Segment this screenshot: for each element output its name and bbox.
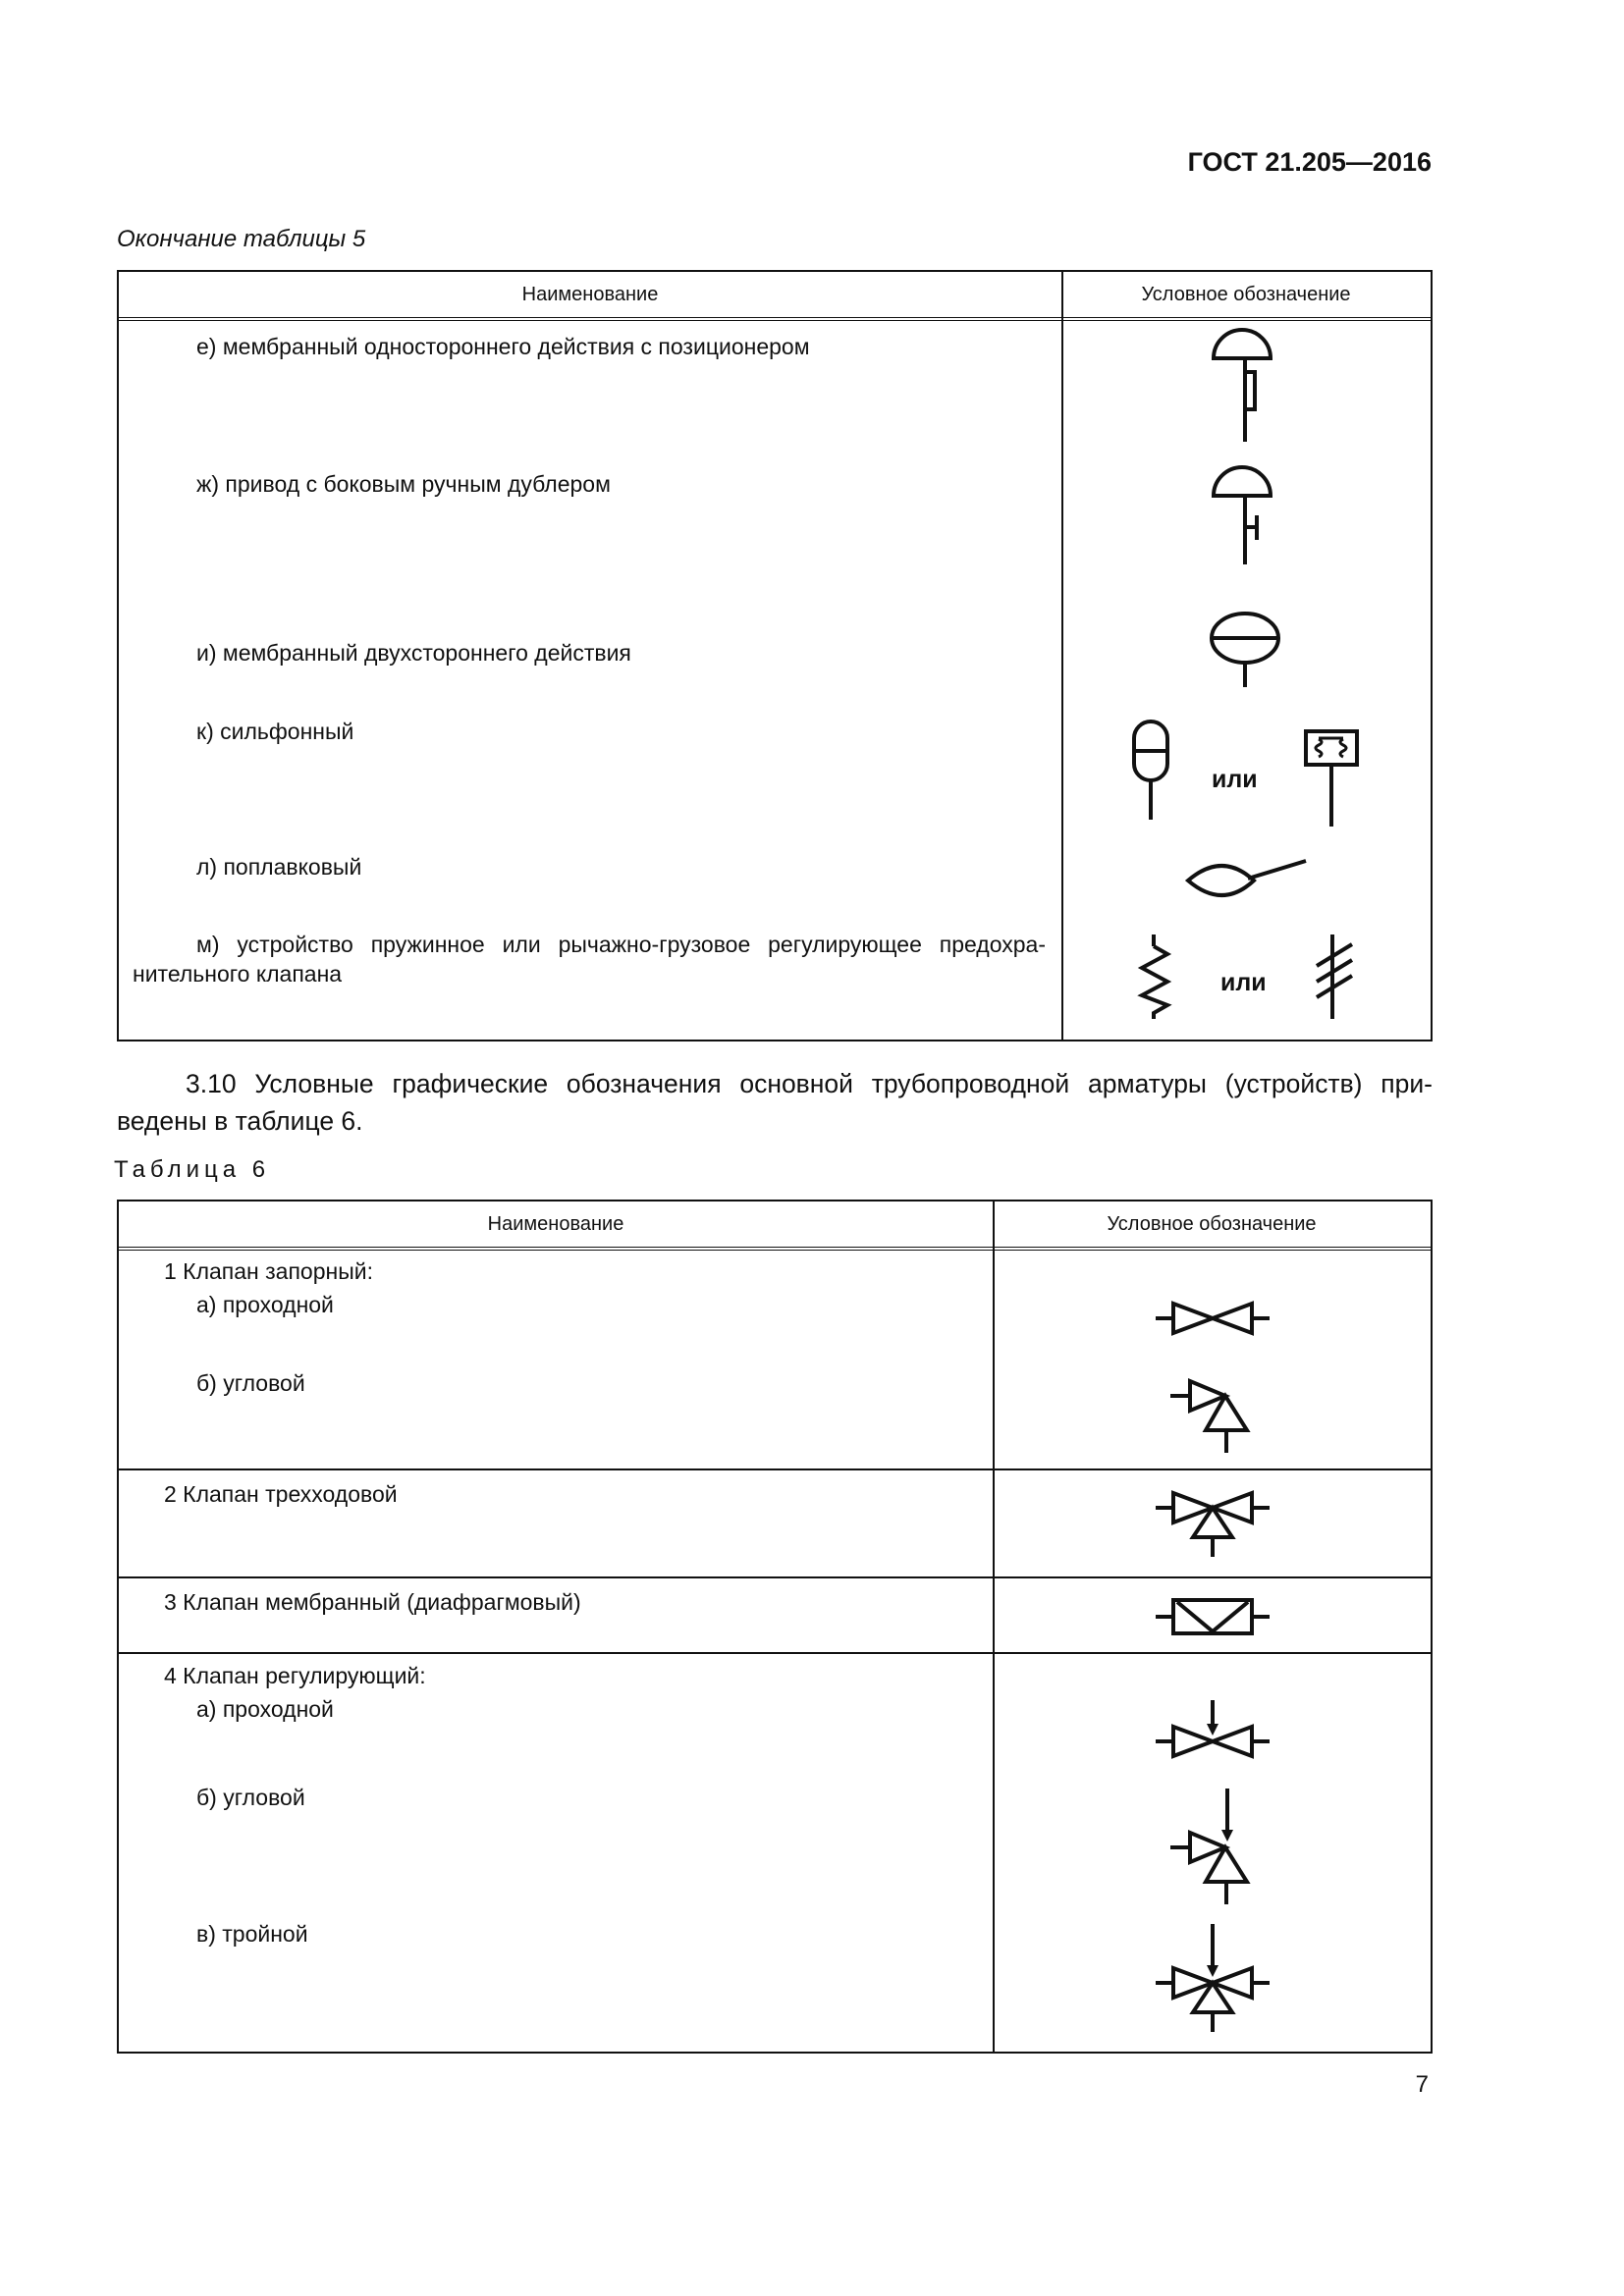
three-way-valve-icon [1154, 1480, 1272, 1559]
table6-row1-title: 1 Клапан запорный: [164, 1258, 373, 1284]
table5-divider [1061, 272, 1063, 1040]
table6-row4-title: 4 Клапан регулирующий: [164, 1663, 426, 1688]
table5-row-i: и) мембранный двухстороннего действия [196, 640, 631, 666]
table6-row4-item-a: а) проходной [196, 1696, 334, 1722]
table6-row4-item-c: в) тройной [196, 1921, 308, 1947]
table5-row-k: к) сильфонный [196, 719, 354, 744]
spring-icon [1134, 933, 1178, 1021]
bellows-icon [1129, 717, 1173, 825]
table6-row2-title: 2 Клапан трехходовой [164, 1481, 398, 1507]
table5-row-m: м) устройство пружинное или рычажно-грузовое регулирующее предохра-нительного клапана [133, 932, 1046, 987]
stop-valve-angle-icon [1168, 1369, 1257, 1458]
table5-col-name: Наименование [521, 283, 659, 305]
diaphragm-double-icon [1208, 609, 1276, 692]
table5-row-e: е) мембранный одностороннего действия с позиционером [196, 334, 810, 359]
table6-row-sep-2 [119, 1576, 1431, 1578]
document-id: ГОСТ 21.205—2016 [1187, 147, 1432, 177]
lever-weight-icon [1311, 933, 1360, 1021]
table6-row1-item-a: а) проходной [196, 1292, 334, 1317]
paragraph-3-10 [117, 1065, 1433, 1140]
bellows-box-icon [1301, 726, 1365, 834]
table5-row-l: л) поплавковый [196, 854, 362, 880]
bellows-or-label: или [1212, 766, 1258, 793]
table6-col-name: Наименование [487, 1212, 624, 1235]
control-valve-three-way-icon [1154, 1922, 1272, 2035]
page-number: 7 [1415, 2071, 1429, 2098]
diaphragm-positioner-icon [1208, 329, 1276, 447]
table6-row-sep-1 [119, 1468, 1431, 1470]
table6-row1-item-b: б) угловой [196, 1370, 305, 1396]
control-valve-angle-icon [1168, 1787, 1257, 1909]
paragraph-text: 3.10 Условные графические обозначения основной трубопроводной арматуры (устройств) при-ведены в таблице 6. [117, 1069, 1433, 1136]
stop-valve-straight-icon [1154, 1294, 1272, 1343]
table5-header [119, 272, 1431, 321]
float-icon [1183, 849, 1311, 908]
table6-row-sep-3 [119, 1652, 1431, 1654]
table5-caption: Окончание таблицы 5 [117, 226, 366, 252]
table6-row4-item-b: б) угловой [196, 1785, 305, 1810]
table6-col-symbol: Условное обозначение [1107, 1212, 1317, 1235]
table6-row3-title: 3 Клапан мембранный (диафрагмовый) [164, 1589, 581, 1615]
table5-col-symbol: Условное обозначение [1141, 283, 1351, 305]
table6-caption: Таблица 6 [114, 1156, 271, 1183]
table5-row-zh: ж) привод с боковым ручным дублером [196, 471, 611, 497]
table6-divider [993, 1201, 995, 2052]
table6-header [119, 1201, 1431, 1251]
diaphragm-side-manual-icon [1208, 466, 1276, 569]
control-valve-straight-icon [1154, 1698, 1272, 1767]
diaphragm-valve-icon [1154, 1592, 1272, 1641]
spring-or-label: или [1220, 969, 1267, 996]
